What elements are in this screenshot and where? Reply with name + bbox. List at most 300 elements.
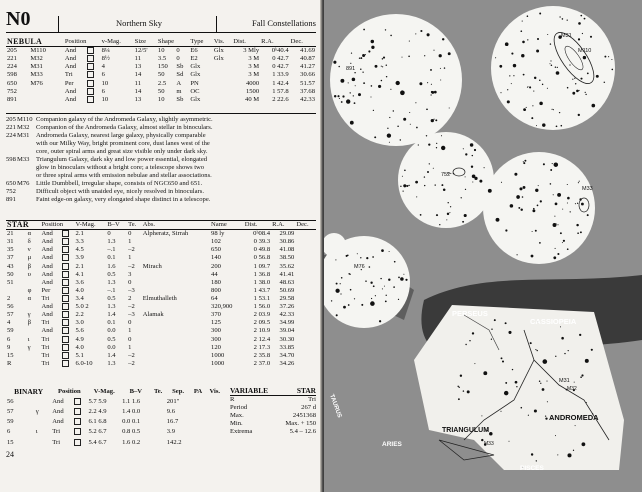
star-dot — [439, 224, 440, 225]
star-dot — [396, 81, 400, 85]
star-dot — [523, 161, 524, 162]
table-cell — [61, 263, 75, 271]
star-dot — [505, 322, 507, 324]
page-number: 24 — [6, 450, 14, 459]
table-cell: 224 — [7, 63, 17, 71]
star-dot — [536, 460, 537, 461]
star-dot — [502, 360, 504, 362]
table-cell: 35.62 — [279, 262, 295, 270]
binary-row — [6, 417, 224, 427]
star-dot — [408, 56, 410, 58]
star-dot — [427, 33, 430, 36]
star-dot — [547, 88, 548, 89]
table-cell: 59 — [7, 327, 14, 335]
star-dot — [568, 350, 569, 351]
table-cell: 2.2 4.9 — [88, 408, 107, 416]
star-dot — [495, 57, 496, 58]
star-dot — [611, 69, 613, 71]
star-dot — [340, 293, 341, 294]
star-row — [6, 344, 316, 352]
star-dot — [400, 277, 404, 281]
star-dot — [521, 54, 524, 57]
table-cell — [142, 246, 210, 254]
star-dot — [337, 95, 339, 97]
table-cell: 5.4 6.7 — [88, 438, 107, 446]
star-dot — [444, 67, 445, 68]
table-cell — [27, 303, 41, 311]
star-dot — [579, 334, 581, 336]
variable-row — [230, 396, 316, 404]
star-dot — [578, 182, 579, 183]
star-dot — [545, 417, 547, 419]
table-cell: 3.6 — [75, 278, 84, 286]
star-dot — [543, 163, 545, 165]
star-dot — [561, 337, 564, 340]
star-dot — [520, 208, 522, 210]
table-cell — [27, 352, 41, 360]
star-dot — [552, 109, 553, 110]
star-dot — [335, 289, 339, 293]
star-chart — [324, 0, 642, 492]
star-dot — [439, 54, 442, 57]
nebula-table — [6, 38, 316, 104]
table-cell: 48.63 — [279, 278, 295, 286]
right-page-star-chart — [324, 0, 642, 492]
star-dot — [333, 61, 336, 64]
star-dot — [381, 249, 384, 252]
table-cell: 0 — [107, 230, 111, 238]
star-row — [6, 303, 316, 311]
chart-ref-icon — [87, 47, 94, 54]
nebula-row — [6, 47, 316, 56]
star-dot — [542, 388, 545, 391]
table-cell: 15 — [7, 438, 14, 446]
star-dot — [536, 125, 537, 126]
table-cell: 34.99 — [279, 319, 295, 327]
table-cell: 1 57.8 — [272, 87, 289, 95]
star-dot — [341, 277, 343, 279]
star-dot — [583, 56, 586, 59]
table-cell — [295, 230, 316, 239]
star-dot — [545, 415, 546, 416]
star-dot — [441, 146, 445, 150]
star-dot — [518, 207, 520, 209]
table-cell: 4.0 — [75, 343, 84, 351]
star-dot — [415, 33, 416, 34]
star-dot — [389, 117, 390, 118]
chart-ref-icon — [62, 230, 69, 237]
star-dot — [350, 92, 351, 93]
star-dot — [472, 332, 474, 334]
table-cell: 0.1 — [107, 319, 116, 327]
star-dot — [382, 58, 383, 59]
nebula-row — [6, 55, 316, 63]
table-cell — [295, 287, 316, 295]
description-line — [6, 124, 316, 132]
col-header: Abs. — [142, 221, 156, 228]
table-cell: 1 33.9 — [272, 71, 289, 79]
table-cell: And — [52, 408, 64, 416]
star-dot — [550, 43, 551, 44]
chart-ref-icon — [62, 352, 69, 359]
star-dot — [501, 182, 502, 183]
star-dot — [501, 357, 503, 359]
table-cell: Elmuthalleth — [142, 294, 177, 302]
desc-messier — [17, 172, 36, 180]
star-dot — [398, 299, 399, 300]
star-dot — [424, 176, 425, 177]
star-dot — [555, 435, 556, 436]
table-cell: 5.6 — [75, 327, 84, 335]
description-line — [6, 172, 316, 180]
table-cell: 10 — [101, 95, 109, 103]
table-cell: M33 — [30, 71, 43, 79]
star-dot — [524, 160, 526, 162]
star-dot — [355, 85, 356, 86]
table-cell: 1.4 — [107, 351, 116, 359]
table-cell: m — [176, 87, 182, 95]
table-cell — [190, 417, 205, 427]
star-dot — [400, 139, 401, 140]
star-dot — [469, 340, 470, 341]
table-cell — [142, 303, 210, 311]
table-cell: 0.1 — [107, 254, 116, 262]
star-dot — [338, 66, 340, 68]
star-dot — [346, 99, 350, 103]
table-cell: 1500 — [245, 87, 260, 95]
table-cell: 1.3 — [107, 278, 116, 286]
table-cell: And — [41, 270, 53, 278]
star-dot — [540, 383, 541, 384]
star-row — [6, 238, 316, 246]
star-dot — [511, 53, 513, 55]
table-cell: 10 — [157, 47, 165, 55]
star-dot — [539, 380, 540, 381]
star-dot — [373, 285, 375, 287]
star-dot — [352, 78, 356, 82]
col-header: Dec. — [290, 38, 303, 45]
star-table — [6, 221, 316, 368]
star-dot — [388, 278, 390, 280]
star-dot — [397, 125, 399, 127]
star-dot — [585, 94, 586, 95]
star-dot — [539, 102, 543, 106]
star-dot — [431, 119, 434, 122]
star-dot — [529, 86, 531, 88]
table-cell: 2 37.0 — [253, 359, 271, 367]
table-cell: ι — [27, 335, 30, 343]
table-cell: 150 — [157, 63, 168, 71]
chart-ref-icon — [62, 279, 69, 286]
table-cell: 51.57 — [300, 79, 315, 87]
star-dot — [575, 203, 576, 204]
table-cell: 0 — [176, 55, 180, 63]
star-dot — [361, 304, 363, 306]
star-dot — [354, 72, 355, 73]
star-dot — [611, 59, 612, 60]
table-cell: 650 — [7, 79, 17, 87]
table-cell — [142, 352, 210, 360]
desc-ngc — [6, 140, 17, 148]
table-cell: 1.6 0.2 — [122, 438, 141, 446]
desc-messier — [17, 188, 36, 196]
star-dot — [530, 342, 532, 344]
table-cell: M76 — [30, 79, 43, 87]
star-dot — [494, 319, 496, 321]
binary-header-row — [6, 387, 224, 397]
star-dot — [348, 304, 350, 306]
star-dot — [467, 390, 470, 393]
table-cell: 2 10.9 — [253, 327, 271, 335]
table-cell: 56 — [7, 398, 14, 406]
binary-section — [6, 387, 224, 448]
table-cell: 752 — [7, 87, 17, 95]
chart-ref-icon — [62, 246, 69, 253]
table-cell: 38.50 — [279, 254, 295, 262]
star-dot — [514, 173, 517, 176]
table-cell — [295, 263, 316, 271]
variable-title-2: STAR — [296, 386, 316, 395]
table-cell: 5.7 5.9 — [88, 398, 107, 406]
star-dot — [562, 18, 564, 20]
star-dot — [433, 168, 434, 169]
table-cell: ν — [27, 246, 31, 254]
chart-ref-icon — [62, 254, 69, 261]
star-dot — [576, 224, 578, 226]
desc-ngc: 221 — [6, 124, 16, 132]
table-cell: 50 — [157, 71, 165, 79]
table-cell: 0.8 0.5 — [122, 428, 141, 436]
table-cell — [73, 438, 88, 448]
table-cell: 180 — [211, 278, 221, 286]
table-cell: 12/5' — [134, 47, 148, 55]
star-dot — [420, 30, 422, 32]
star-dot — [535, 230, 537, 232]
star-dot — [393, 286, 395, 288]
table-cell — [142, 327, 210, 335]
table-cell: 120 — [211, 343, 221, 351]
star-dot — [404, 170, 406, 172]
table-cell: μ — [27, 254, 32, 262]
chart-ref-icon — [87, 55, 94, 62]
star-dot — [564, 353, 565, 354]
star-dot — [576, 90, 579, 93]
table-cell: 3 Mly — [243, 47, 260, 55]
star-dot — [339, 98, 340, 99]
star-dot — [386, 64, 387, 65]
table-cell — [86, 55, 101, 63]
table-cell — [86, 80, 101, 88]
star-dot — [434, 91, 437, 94]
star-dot — [374, 136, 376, 138]
field-circle — [330, 14, 462, 146]
star-dot — [539, 242, 541, 244]
table-cell: 2 — [7, 294, 11, 302]
chart-ref-icon — [74, 418, 81, 425]
col-header: Dist. — [244, 221, 258, 228]
star-dot — [560, 232, 562, 234]
star-dot — [608, 56, 609, 57]
table-cell: γ — [35, 408, 39, 416]
star-dot — [553, 109, 554, 110]
table-cell — [61, 319, 75, 327]
star-dot — [360, 257, 361, 258]
star-dot — [587, 214, 589, 216]
desc-ngc: 205 — [6, 116, 16, 123]
table-cell: Mirach — [142, 262, 162, 270]
star-dot — [516, 254, 517, 255]
table-cell: 201" — [166, 398, 180, 406]
table-cell: 57 — [7, 311, 14, 319]
star-dot — [359, 58, 360, 59]
table-cell: 33.85 — [279, 343, 295, 351]
star-dot — [549, 63, 550, 64]
variable-title: VARIABLE — [230, 386, 269, 395]
table-cell — [73, 397, 88, 407]
table-cell: 3.0 — [75, 319, 84, 327]
table-cell: 140 — [211, 254, 221, 262]
star-dot — [394, 261, 396, 263]
col-header: Dec. — [296, 221, 309, 228]
table-cell: 1000 — [211, 359, 225, 367]
star-dot — [378, 85, 381, 88]
table-cell — [61, 360, 75, 368]
table-cell: 1.1 1.6 — [122, 398, 141, 406]
table-cell — [295, 352, 316, 360]
table-cell — [151, 417, 166, 427]
table-cell — [142, 336, 210, 344]
table-cell: 31 — [7, 238, 14, 246]
star-dot — [578, 22, 581, 25]
binary-row — [6, 407, 224, 417]
star-dot — [557, 253, 559, 255]
variable-row — [230, 428, 316, 436]
variable-value: 5.4 – 12.6 — [289, 428, 316, 436]
table-cell — [295, 360, 316, 368]
star-dot — [430, 69, 432, 71]
star-dot — [569, 64, 570, 65]
star-dot — [521, 407, 523, 409]
nebula-header-row — [6, 38, 316, 47]
star-dot — [531, 255, 534, 258]
table-cell — [61, 311, 75, 319]
table-cell: 9 — [7, 343, 11, 351]
col-header: BINARY — [14, 387, 44, 396]
star-dot — [402, 57, 403, 58]
table-cell — [61, 336, 75, 344]
star-dot — [567, 19, 568, 20]
star-dot — [559, 112, 560, 113]
table-cell — [73, 407, 88, 417]
table-cell: 1 53.1 — [253, 294, 271, 302]
desc-messier: M110 — [17, 116, 33, 123]
star-dot — [554, 216, 555, 217]
table-cell: Alpheratz, Sirrah — [142, 230, 189, 238]
description-line — [6, 188, 316, 196]
table-cell: M31 — [30, 63, 43, 71]
star-dot — [393, 110, 394, 111]
table-cell: Tri — [64, 71, 73, 79]
star-dot — [532, 105, 533, 106]
star-dot — [360, 69, 361, 70]
desc-ngc: 752 — [6, 188, 16, 196]
star-dot — [552, 163, 553, 164]
star-dot — [443, 188, 446, 191]
table-cell: 14 — [134, 87, 142, 95]
star-dot — [562, 242, 563, 243]
chart-ref-icon — [74, 439, 81, 446]
star-dot — [516, 195, 520, 199]
variable-star-section — [230, 387, 316, 437]
label-m32: M32 — [567, 386, 577, 392]
desc-text: Triangulum Galaxy, dark sky and low power essential, elongated — [36, 156, 208, 164]
table-cell — [86, 63, 101, 71]
star-dot — [513, 75, 514, 76]
variable-key: Min. — [230, 420, 243, 428]
variable-value: Max. + 150 — [285, 420, 316, 428]
star-dot — [387, 133, 391, 137]
star-dot — [582, 442, 586, 446]
table-cell: 5.0 2 — [75, 303, 89, 311]
table-cell: 0 — [128, 278, 132, 286]
table-cell: 10 — [101, 79, 109, 87]
star-dot — [592, 104, 596, 108]
star-dot — [370, 282, 372, 284]
label-m110: M110 — [578, 48, 592, 54]
star-dot — [409, 112, 410, 113]
table-cell — [29, 88, 63, 96]
star-dot — [522, 196, 524, 198]
col-header: NEBULA — [7, 37, 43, 46]
header-divider — [58, 16, 59, 32]
table-cell: 1.4 0.0 — [122, 408, 141, 416]
star-dot — [430, 94, 431, 95]
star-dot — [440, 80, 441, 81]
star-dot — [539, 13, 541, 15]
table-cell — [73, 427, 88, 437]
star-dot — [528, 415, 529, 416]
star-dot — [418, 144, 419, 145]
star-dot — [465, 153, 467, 155]
star-dot — [470, 143, 473, 146]
table-cell: 50 — [157, 87, 165, 95]
star-section — [6, 220, 316, 368]
table-cell: 40 M — [245, 95, 260, 103]
star-dot — [586, 402, 587, 403]
table-cell: And — [41, 254, 53, 262]
star-dot — [433, 50, 434, 51]
star-dot — [555, 203, 558, 206]
table-cell: And — [41, 278, 53, 286]
star-dot — [557, 224, 558, 225]
table-cell: 300 — [211, 327, 221, 335]
table-cell: 200 — [211, 262, 221, 270]
field-circle — [398, 132, 494, 228]
variable-row — [230, 420, 316, 428]
table-cell: And — [41, 327, 53, 335]
col-header: Type — [190, 38, 204, 45]
table-cell: 37.68 — [300, 87, 315, 95]
star-row — [6, 246, 316, 254]
star-dot — [537, 205, 539, 207]
star-dot — [504, 391, 508, 395]
table-cell — [35, 417, 52, 427]
table-cell: Tri — [41, 294, 50, 302]
desc-ngc: 650 — [6, 180, 16, 188]
star-dot — [462, 221, 464, 223]
col-header: B–V — [129, 388, 143, 395]
table-cell — [151, 438, 166, 448]
